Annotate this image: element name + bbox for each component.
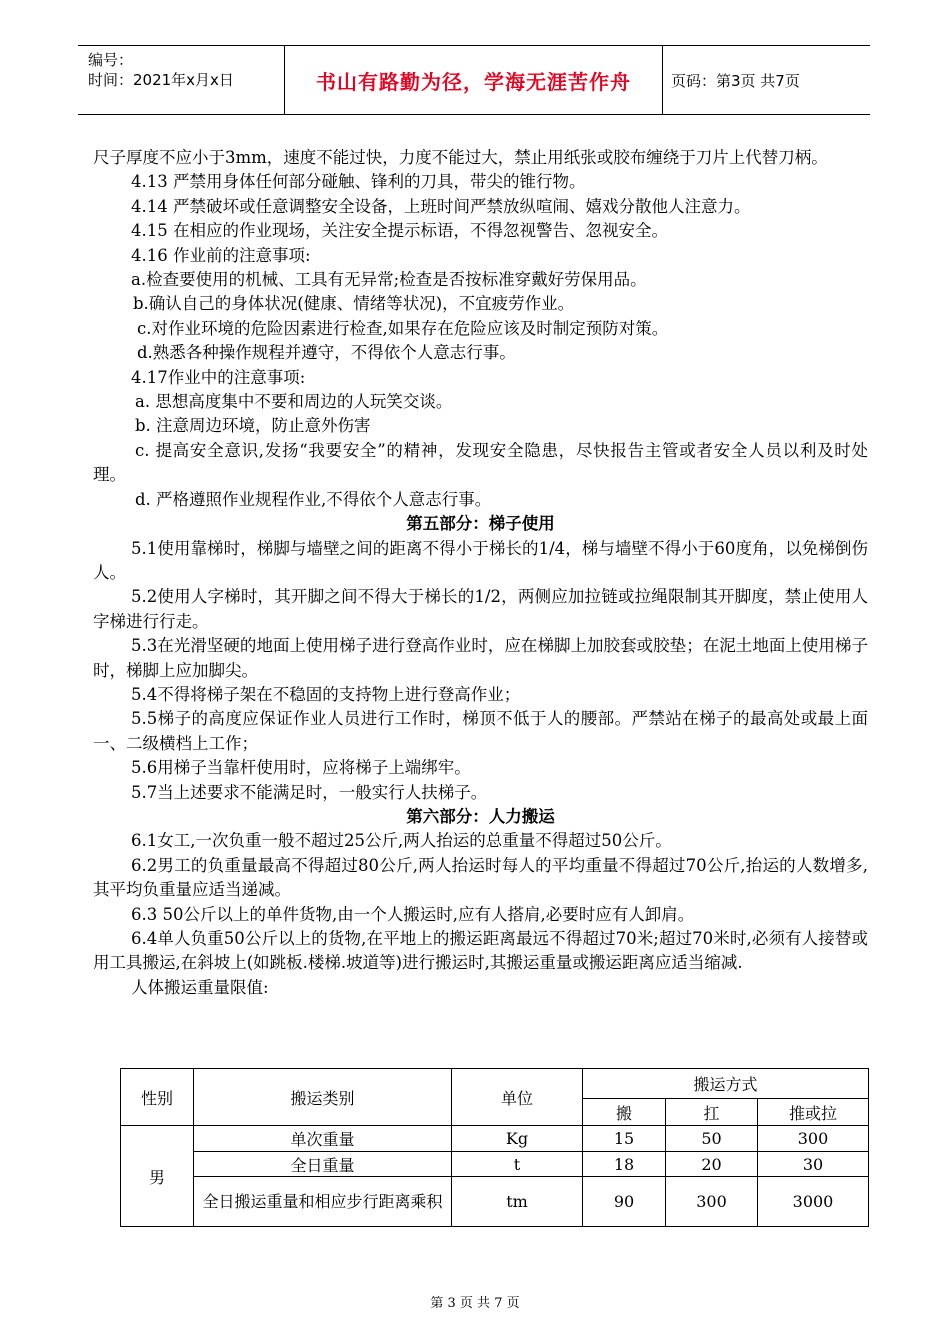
cell-type: 全日搬运重量和相应步行距离乘积 <box>194 1177 452 1227</box>
section-heading-5: 第五部分：梯子使用 <box>406 514 555 534</box>
cell-unit: t <box>452 1152 583 1177</box>
cell-push: 3000 <box>758 1177 869 1227</box>
list-item-4-17-b: b. 注意周边环境，防止意外伤害 <box>135 416 371 436</box>
load-limit-table <box>120 1068 869 1227</box>
document-body <box>93 146 868 1000</box>
table-row <box>121 1126 869 1152</box>
paragraph-5-3: 5.3在光滑坚硬的地面上使用梯子进行登高作业时，应在梯脚上加胶套或胶垫；在泥土地面上使用梯子时，梯脚上应加脚尖。 <box>93 636 868 680</box>
cell-carry: 15 <box>583 1126 666 1152</box>
header-carry: 搬 <box>583 1099 666 1126</box>
cell-shoulder: 20 <box>666 1152 758 1177</box>
table-row <box>121 1177 869 1227</box>
paragraph-5-6: 5.6用梯子当靠杆使用时，应将梯子上端绑牢。 <box>131 758 471 778</box>
cell-shoulder: 300 <box>666 1177 758 1227</box>
list-item-4-17-d: d. 严格遵照作业规程作业,不得依个人意志行事。 <box>135 489 492 509</box>
cell-unit: Kg <box>452 1126 583 1152</box>
cell-type: 全日重量 <box>194 1152 452 1177</box>
list-item-4-17-a: a. 思想高度集中不要和周边的人玩笑交谈。 <box>135 392 453 412</box>
paragraph-4-16: 4.16 作业前的注意事项: <box>131 245 311 265</box>
cell-unit: tm <box>452 1177 583 1227</box>
cell-push: 300 <box>758 1126 869 1152</box>
header-type: 搬运类别 <box>194 1069 452 1126</box>
header-unit: 单位 <box>452 1069 583 1126</box>
paragraph: 尺子厚度不应小于3mm，速度不能过快，力度不能过大，禁止用纸张或胶布缠绕于刀片上代替刀柄。 <box>93 148 828 167</box>
header-page-info: 页码：第3页 共7页 <box>671 71 800 90</box>
document-time-label: 时间：2021年x月x日 <box>88 71 234 89</box>
paragraph-6-2: 6.2男工的负重量最高不得超过80公斤,两人抬运时每人的平均重量不得超过70公斤,抬运的人数增多,其平均负重量应适当递减。 <box>93 855 868 900</box>
paragraph-6-3: 6.3 50公斤以上的单件货物,由一个人搬运时,应有人搭肩,必要时应有人卸肩。 <box>131 904 695 924</box>
header-shoulder: 扛 <box>666 1099 758 1126</box>
cell-carry: 18 <box>583 1152 666 1177</box>
header-motto: 书山有路勤为径，学海无涯苦作舟 <box>285 46 663 114</box>
cell-gender: 男 <box>121 1126 194 1227</box>
page-footer: 第 3 页 共 7 页 <box>430 1296 520 1311</box>
header-method: 搬运方式 <box>583 1069 869 1099</box>
paragraph-4-17: 4.17作业中的注意事项: <box>131 367 306 387</box>
list-item-4-16-b: b.确认自己的身体状况(健康、情绪等状况)，不宜疲劳作业。 <box>133 294 575 314</box>
cell-type: 单次重量 <box>194 1126 452 1152</box>
document-number-label: 编号： <box>88 51 134 69</box>
document-header <box>78 45 870 115</box>
cell-push: 30 <box>758 1152 869 1177</box>
table-caption: 人体搬运重量限值: <box>131 977 269 997</box>
cell-shoulder: 50 <box>666 1126 758 1152</box>
table-row <box>121 1152 869 1177</box>
section-heading-6: 第六部分：人力搬运 <box>406 806 555 826</box>
paragraph-5-5: 5.5梯子的高度应保证作业人员进行工作时，梯顶不低于人的腰部。严禁站在梯子的最高处或最上面一、二级横档上工作； <box>93 709 868 753</box>
paragraph-4-13: 4.13 严禁用身体任何部分碰触、锋利的刀具，带尖的锥行物。 <box>131 172 586 192</box>
list-item-4-16-c: c.对作业环境的危险因素进行检查,如果存在危险应该及时制定预防对策。 <box>137 318 669 338</box>
paragraph-5-2: 5.2使用人字梯时，其开脚之间不得大于梯长的1/2，两侧应加拉链或拉绳限制其开脚度，禁止使用人字梯进行行走。 <box>93 587 868 631</box>
list-item-4-17-c: c. 提高安全意识,发扬“我要安全”的精神，发现安全隐患，尽快报告主管或者安全人员以利及时处理。 <box>93 440 868 485</box>
header-gender: 性别 <box>121 1069 194 1126</box>
paragraph-5-4: 5.4不得将梯子架在不稳固的支持物上进行登高作业； <box>131 684 521 704</box>
paragraph-5-1: 5.1使用靠梯时，梯脚与墙壁之间的距离不得小于梯长的1/4，梯与墙壁不得小于60度角，以免梯倒伤人。 <box>93 538 868 582</box>
paragraph-4-15: 4.15 在相应的作业现场，关注安全提示标语，不得忽视警告、忽视安全。 <box>131 221 668 241</box>
cell-carry: 90 <box>583 1177 666 1227</box>
header-push-pull: 推或拉 <box>758 1099 869 1126</box>
header-meta <box>78 46 285 114</box>
paragraph-6-4: 6.4单人负重50公斤以上的货物,在平地上的搬运距离最远不得超过70米;超过70米时,必须有人接替或用工具搬运,在斜坡上(如跳板.楼梯.坡道等)进行搬运时,其搬运重量或搬运距离应适当缩减. <box>93 929 868 973</box>
list-item-4-16-a: a.检查要使用的机械、工具有无异常;检查是否按标准穿戴好劳保用品。 <box>131 270 647 290</box>
paragraph-5-7: 5.7当上述要求不能满足时，一般实行人扶梯子。 <box>131 782 488 802</box>
paragraph-6-1: 6.1女工,一次负重一般不超过25公斤,两人抬运的总重量不得超过50公斤。 <box>131 831 672 851</box>
paragraph-4-14: 4.14 严禁破坏或任意调整安全设备，上班时间严禁放纵喧闹、嬉戏分散他人注意力。 <box>131 196 751 216</box>
list-item-4-16-d: d.熟悉各种操作规程并遵守，不得依个人意志行事。 <box>137 343 516 363</box>
